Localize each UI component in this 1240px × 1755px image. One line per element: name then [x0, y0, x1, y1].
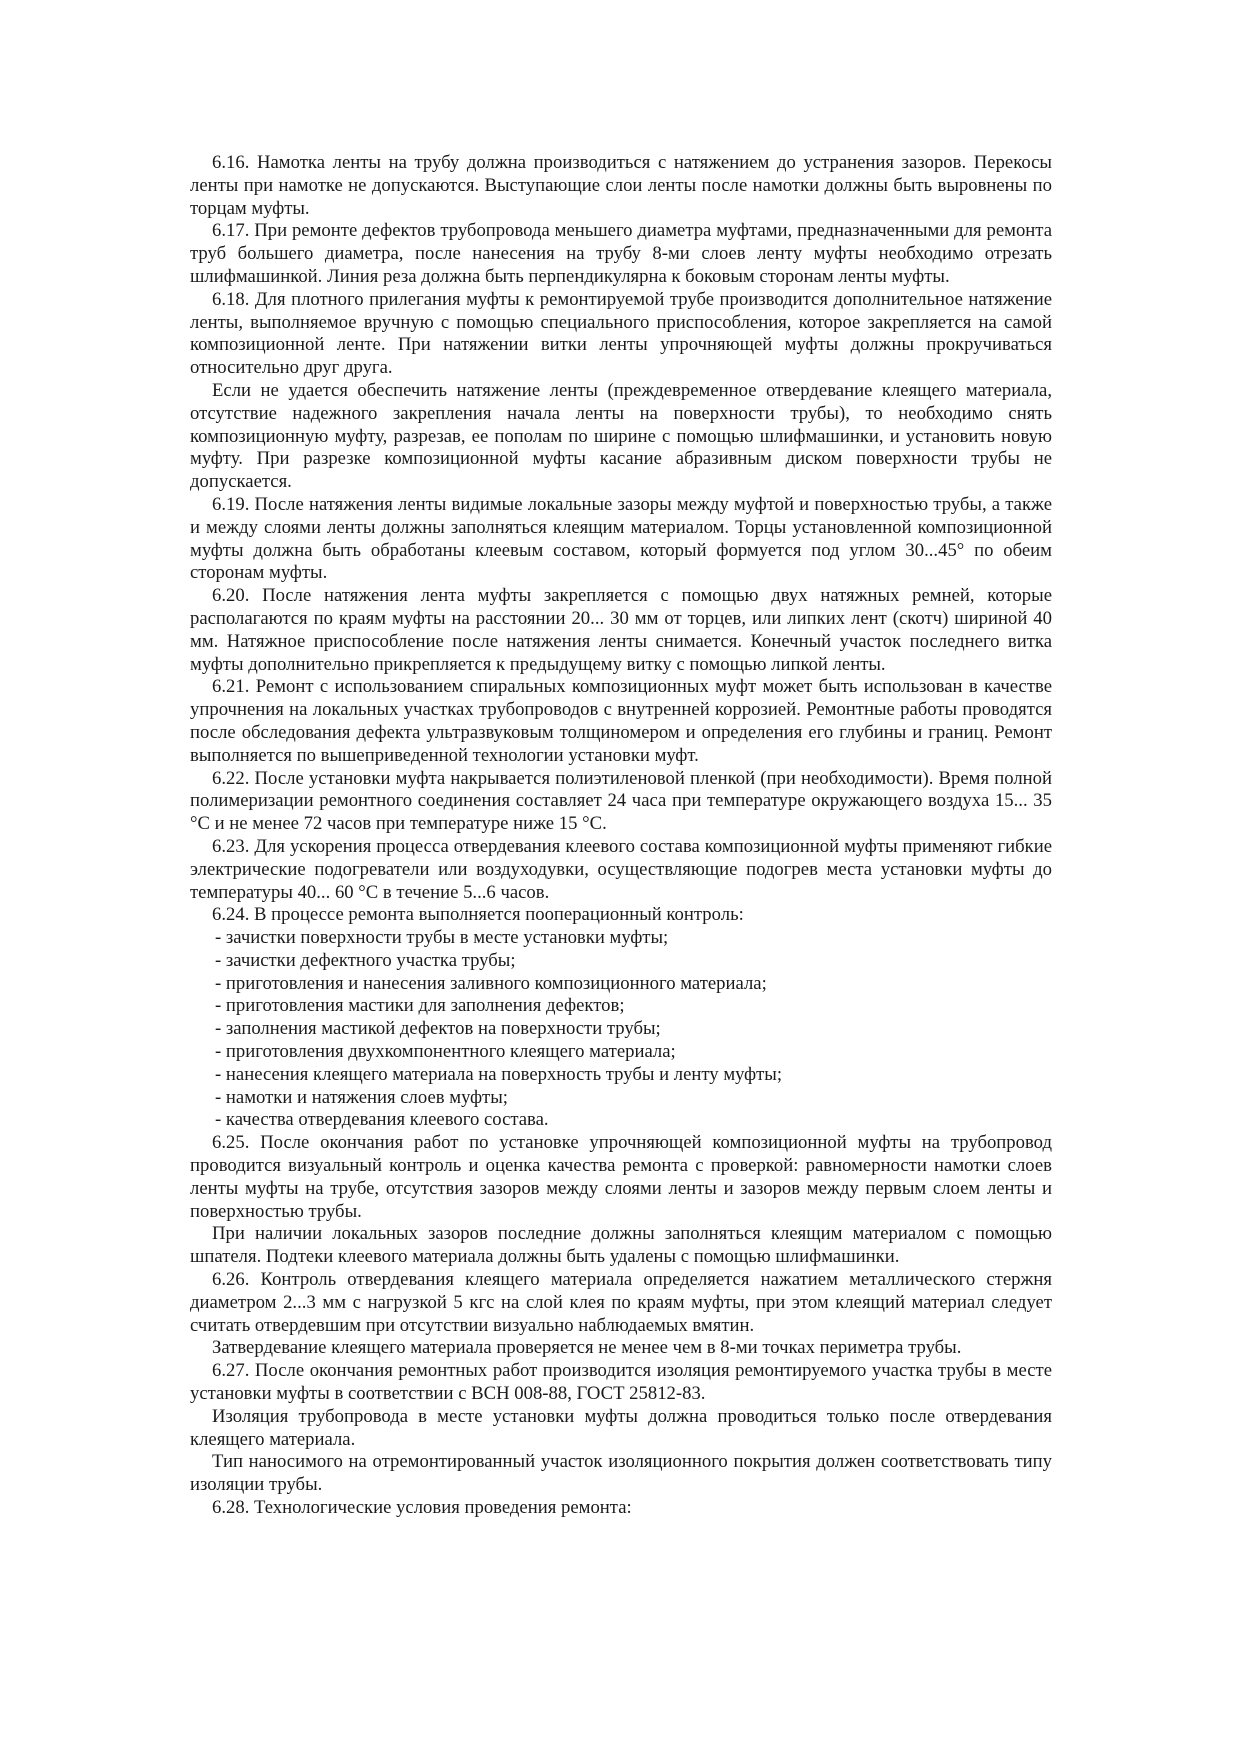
list-item: - зачистки дефектного участка трубы; [215, 949, 516, 971]
paragraph-6-27-note-2: Тип наносимого на отремонтированный участок изоляционного покрытия должен соответствовать типу изоляции трубы. [190, 1451, 1052, 1496]
paragraph-6-18-note: Если не удается обеспечить натяжение ленты (преждевременное отвердевание клеящего материала, отсутствие надежного закрепления начала ленты на поверхности трубы), то необходимо снять композиционную муфту, разрезав, ее пополам по ширине с помощью шлифмашинки, и установить новую муфту. При разрезке композиционной муфты касание абразивным диском поверхности трубы не допускается. [190, 379, 1052, 493]
paragraph-6-24: 6.24. В процессе ремонта выполняется пооперационный контроль: [212, 904, 744, 926]
paragraph-6-28: 6.28. Технологические условия проведения ремонта: [212, 1497, 632, 1519]
list-item: - качества отвердевания клеевого состава. [215, 1109, 549, 1131]
paragraph-6-22: 6.22. После установки муфта накрывается полиэтиленовой пленкой (при необходимости). Время полной полимеризации ремонтного соединения составляет 24 часа при температуре окружающего воздуха 15... 35 °С и не менее 72 часов при температуре ниже 15 °С. [190, 767, 1052, 835]
paragraph-6-21: 6.21. Ремонт с использованием спиральных композиционных муфт может быть использован в качестве упрочнения на локальных участках трубопроводов с внутренней коррозией. Ремонтные работы проводятся после обследования дефекта ультразвуковым толщиномером и определения его глубины и границ. Ремонт выполняется по вышеприведенной технологии установки муфт. [190, 676, 1052, 766]
paragraph-6-19: 6.19. После натяжения ленты видимые локальные зазоры между муфтой и поверхностью трубы, а также и между слоями ленты должны заполняться клеящим материалом. Торцы установленной композиционной муфты должна быть обработаны клеевым составом, который формуется под углом 30...45° по обеим сторонам муфты. [190, 493, 1052, 584]
paragraph-6-18: 6.18. Для плотного прилегания муфты к ремонтируемой трубе производится дополнительное натяжение ленты, выполняемое вручную с помощью специального приспособления, которое закрепляется на самой композиционной ленте. При натяжении витки ленты упрочняющей муфты должны прокручиваться относительно друг друга. [190, 288, 1052, 379]
list-item: - зачистки поверхности трубы в месте установки муфты; [215, 927, 669, 949]
list-item: - намотки и натяжения слоев муфты; [215, 1086, 508, 1108]
paragraph-6-23: 6.23. Для ускорения процесса отвердевания клеевого состава композиционной муфты применяют гибкие электрические подогреватели или воздуходувки, осуществляющие подогрев места установки муфты до температуры 40... 60 °С в течение 5...6 часов. [190, 835, 1052, 903]
list-item: - нанесения клеящего материала на поверхность трубы и ленту муфты; [215, 1063, 783, 1085]
list-item: - приготовления двухкомпонентного клеящего материала; [215, 1041, 676, 1063]
list-item: - заполнения мастикой дефектов на поверхности трубы; [215, 1018, 661, 1040]
paragraph-6-27-note-1: Изоляция трубопровода в месте установки муфты должна проводиться только после отвердевания клеящего материала. [190, 1405, 1052, 1450]
list-item: - приготовления и нанесения заливного композиционного материала; [215, 972, 767, 994]
list-item: - приготовления мастики для заполнения дефектов; [215, 995, 625, 1017]
paragraph-6-25-note: При наличии локальных зазоров последние должны заполняться клеящим материалом с помощью шпателя. Подтеки клеевого материала должны быть удалены с помощью шлифмашинки. [190, 1223, 1052, 1268]
document-page [190, 152, 1052, 1520]
paragraph-6-27: 6.27. После окончания ремонтных работ производится изоляция ремонтируемого участка трубы в месте установки муфты в соответствии с ВСН 008-88, ГОСТ 25812-83. [190, 1360, 1052, 1405]
paragraph-6-26-note: Затвердевание клеящего материала проверяется не менее чем в 8-ми точках периметра трубы. [212, 1337, 962, 1359]
paragraph-6-17: 6.17. При ремонте дефектов трубопровода меньшего диаметра муфтами, предназначенными для ремонта труб большего диаметра, после нанесения на трубу 8-ми слоев ленту муфты необходимо отрезать шлифмашинкой. Линия реза должна быть перпендикулярна к боковым сторонам ленты муфты. [190, 220, 1052, 287]
paragraph-6-25: 6.25. После окончания работ по установке упрочняющей композиционной муфты на трубопровод проводится визуальный контроль и оценка качества ремонта с проверкой: равномерности намотки слоев ленты муфты на трубе, отсутствия зазоров между слоями ленты и зазоров между первым слоем ленты и поверхностью трубы. [190, 1132, 1052, 1222]
paragraph-6-16: 6.16. Намотка ленты на трубу должна производиться с натяжением до устранения зазоров. Перекосы ленты при намотке не допускаются. Выступающие слои ленты после намотки должны быть выровнены по торцам муфты. [190, 152, 1052, 219]
paragraph-6-26: 6.26. Контроль отвердевания клеящего материала определяется нажатием металлического стержня диаметром 2...3 мм с нагрузкой 5 кгс на слой клея по краям муфты, при этом клеящий материал следует считать отвердевшим при отсутствии визуально наблюдаемых вмятин. [190, 1269, 1052, 1336]
paragraph-6-20: 6.20. После натяжения лента муфты закрепляется с помощью двух натяжных ремней, которые располагаются по краям муфты на расстоянии 20... 30 мм от торцев, или липких лент (скотч) шириной 40 мм. Натяжное приспособление после натяжения ленты снимается. Конечный участок последнего витка муфты дополнительно прикрепляется к предыдущему витку с помощью липкой ленты. [190, 585, 1052, 675]
control-list [190, 927, 1052, 1132]
